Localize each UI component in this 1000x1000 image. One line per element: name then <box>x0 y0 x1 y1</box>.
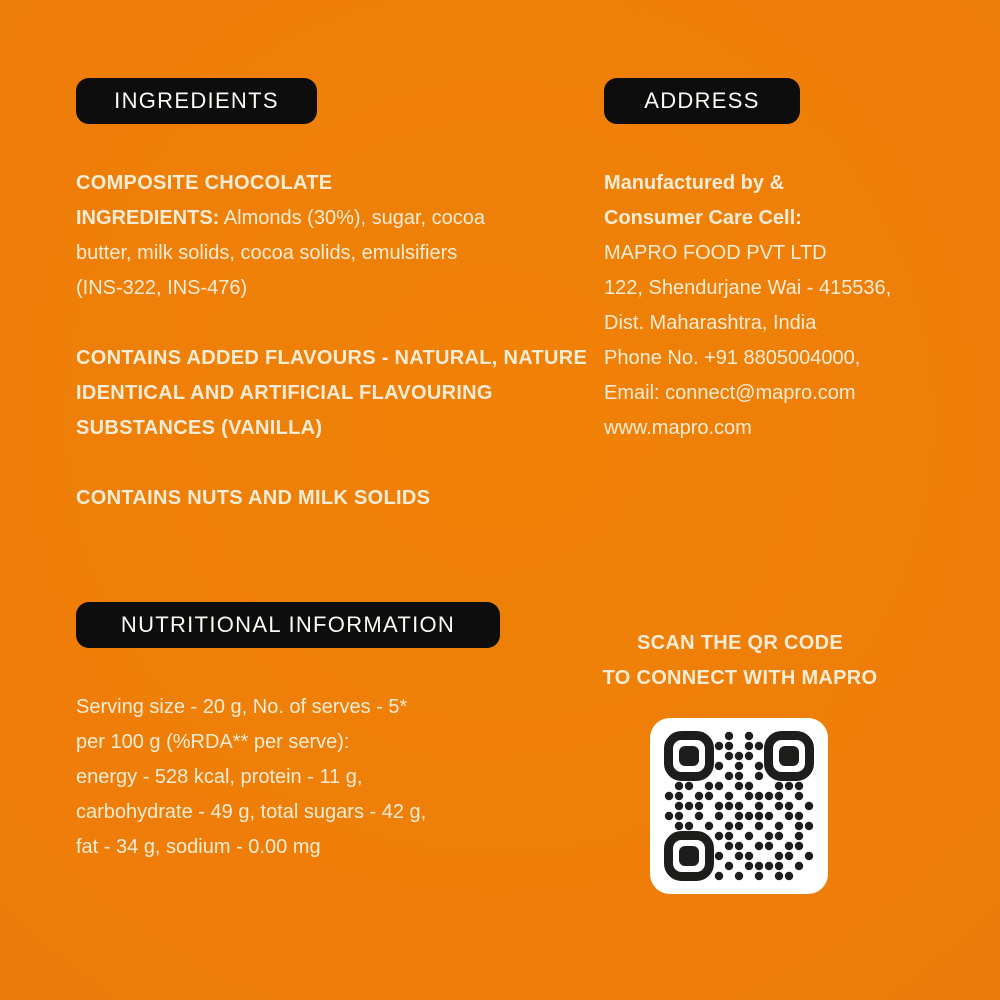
ingredients-list-line-1: INGREDIENTS: Almonds (30%), sugar, cocoa <box>76 207 486 229</box>
ingredients-header-pill <box>76 78 317 124</box>
flavours-line-1: CONTAINS ADDED FLAVOURS - NATURAL, NATURE <box>76 347 588 369</box>
qr-finder-bottom-left <box>669 836 710 877</box>
address-line-4: 122, Shendurjane Wai - 415536, <box>604 277 892 299</box>
flavours-line-3: SUBSTANCES (VANILLA) <box>76 417 323 439</box>
qr-caption <box>590 626 890 696</box>
nutrition-header-label: NUTRITIONAL INFORMATION <box>120 612 456 637</box>
composite-chocolate-line: COMPOSITE CHOCOLATE <box>76 172 333 194</box>
ingredients-inline-bold: INGREDIENTS: <box>76 207 220 229</box>
nutrition-header-pill <box>76 602 500 648</box>
address-line-8: www.mapro.com <box>604 417 752 439</box>
ingredients-list-line-2: butter, milk solids, cocoa solids, emulsifiers <box>76 242 458 264</box>
ingredients-header-label: INGREDIENTS <box>114 88 279 113</box>
address-header-label: ADDRESS <box>644 88 760 113</box>
flavours-line-2: IDENTICAL AND ARTIFICIAL FLAVOURING <box>76 382 493 404</box>
nutrition-line-1: Serving size - 20 g, No. of serves - 5* <box>76 696 408 718</box>
address-header-pill <box>604 78 800 124</box>
qr-caption-line-1: SCAN THE QR CODE <box>637 632 843 654</box>
address-body <box>604 166 964 446</box>
ingredients-list-line-3: (INS-322, INS-476) <box>76 277 248 299</box>
nutrition-line-3: energy - 528 kcal, protein - 11 g, <box>76 766 363 788</box>
allergen-statement <box>76 481 596 516</box>
nutrition-line-2: per 100 g (%RDA** per serve): <box>76 731 350 753</box>
nutrition-line-5: fat - 34 g, sodium - 0.00 mg <box>76 836 321 858</box>
qr-code-graphic <box>650 718 828 894</box>
allergen-line: CONTAINS NUTS AND MILK SOLIDS <box>76 487 431 509</box>
qr-finder-top-left <box>669 736 710 777</box>
address-line-1: Manufactured by & <box>604 172 785 194</box>
flavours-statement <box>76 341 596 446</box>
ingredients-body <box>76 166 576 306</box>
address-line-6: Phone No. +91 8805004000, <box>604 347 861 369</box>
qr-code <box>650 718 828 894</box>
address-line-5: Dist. Maharashtra, India <box>604 312 817 334</box>
nutrition-body <box>76 690 536 865</box>
qr-finder-top-right <box>769 736 810 777</box>
nutrition-line-4: carbohydrate - 49 g, total sugars - 42 g, <box>76 801 427 823</box>
address-line-3: MAPRO FOOD PVT LTD <box>604 242 827 264</box>
address-line-7: Email: connect@mapro.com <box>604 382 856 404</box>
address-line-2: Consumer Care Cell: <box>604 207 802 229</box>
qr-caption-line-2: TO CONNECT WITH MAPRO <box>602 667 878 689</box>
